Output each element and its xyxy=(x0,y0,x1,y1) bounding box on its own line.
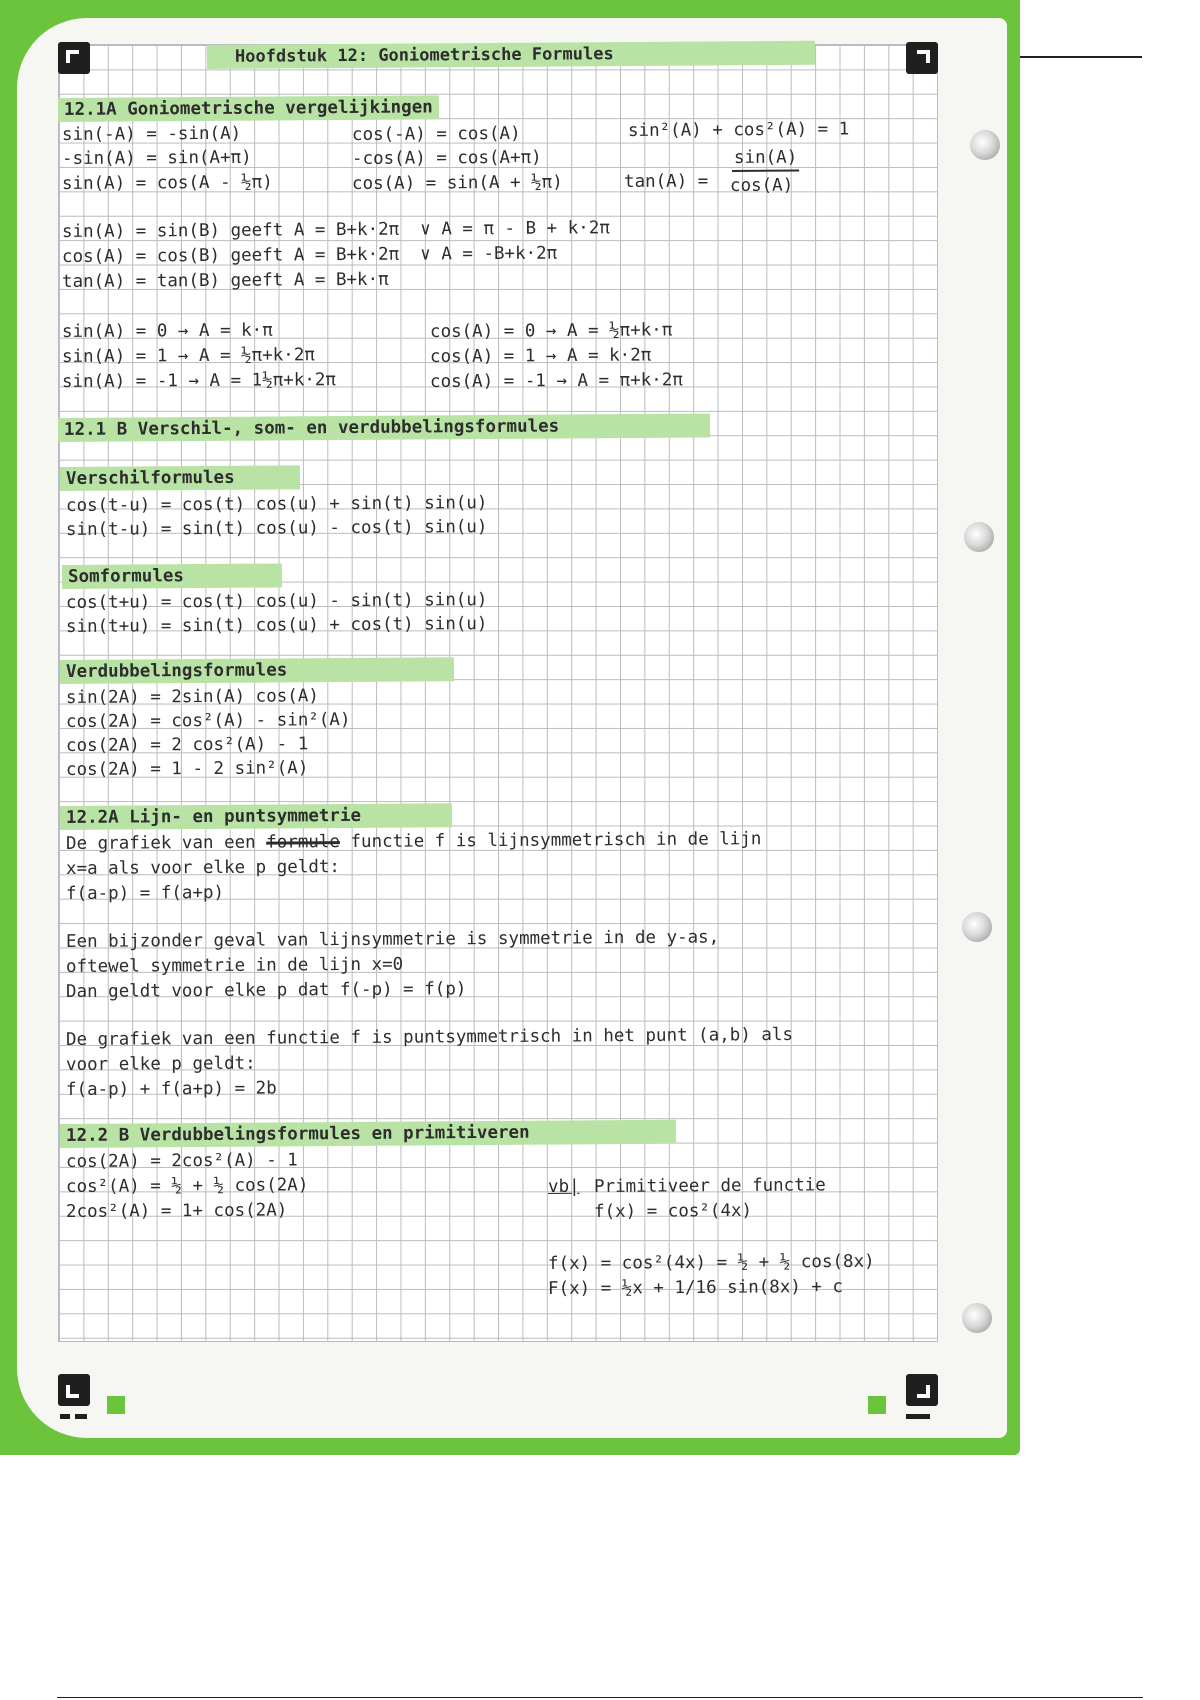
som-cos: cos(t+u) = cos(t) cos(u) - sin(t) sin(u) xyxy=(65,590,488,613)
special-sin-1: sin(A) = 1 → A = ½π+k·2π xyxy=(61,345,315,367)
identity-cos-shift: cos(A) = sin(A + ½π) xyxy=(351,172,563,194)
identity-sin-shift: sin(A) = cos(A - ½π) xyxy=(61,172,273,194)
subheading-verschilformules: Verschilformules xyxy=(60,465,300,491)
som-sin: sin(t+u) = sin(t) cos(u) + cos(t) sin(u) xyxy=(65,614,488,637)
verdubbeling-cos-b: cos(2A) = 2 cos²(A) - 1 xyxy=(65,734,309,756)
paragraph-y-as-line2: oftewel symmetrie in de lijn x=0 xyxy=(65,954,404,977)
paragraph-lijnsymmetrie-line3: f(a-p) = f(a+p) xyxy=(65,882,225,904)
page-title: Hoofdstuk 12: Goniometrische Formules xyxy=(207,41,815,69)
special-sin-0: sin(A) = 0 → A = k·π xyxy=(61,320,273,342)
tan-denominator: cos(A) xyxy=(729,175,794,196)
dash-mark xyxy=(906,1414,930,1419)
corner-mark-top-right-icon xyxy=(906,42,938,74)
bottom-rule xyxy=(57,1697,1143,1698)
section-heading-12-1b: 12.1 B Verschil-, som- en verdubbelingsformules xyxy=(58,413,710,442)
primitief-formule-3: 2cos²(A) = 1+ cos(2A) xyxy=(65,1200,288,1222)
primitief-formule-2: cos²(A) = ½ + ½ cos(2A) xyxy=(65,1175,309,1197)
punch-hole-icon xyxy=(964,522,994,552)
identity-cos-neg: cos(-A) = cos(A) xyxy=(351,123,521,145)
top-rule xyxy=(1018,56,1142,58)
equation-sin: sin(A) = sin(B) geeft A = B+k·2π ∨ A = π - B + k·2π xyxy=(61,218,610,242)
dash-mark xyxy=(60,1414,70,1419)
dash-mark xyxy=(75,1414,87,1419)
identity-neg-sin: -sin(A) = sin(A+π) xyxy=(61,147,252,169)
paragraph-y-as-line1: Een bijzonder geval van lijnsymmetrie is symmetrie in de y-as, xyxy=(65,927,720,952)
paragraph-punt-line2: voor elke p geldt: xyxy=(65,1053,256,1075)
paragraph-punt-line1: De grafiek van een functie f is puntsymmetrisch in het punt (a,b) als xyxy=(65,1024,794,1050)
punch-hole-icon xyxy=(962,1303,992,1333)
punch-hole-icon xyxy=(970,130,1000,160)
section-heading-12-2b: 12.2 B Verdubbelingsformules en primitiveren xyxy=(60,1120,676,1148)
paragraph-lijnsymmetrie-line2: x=a als voor elke p geldt: xyxy=(65,857,341,879)
subheading-somformules: Somformules xyxy=(62,563,282,589)
example-function: f(x) = cos²(4x) xyxy=(593,1200,753,1222)
verschil-sin: sin(t-u) = sin(t) cos(u) - cos(t) sin(u) xyxy=(65,517,488,540)
example-primitive: F(x) = ½x + 1/16 sin(8x) + c xyxy=(547,1276,844,1299)
section-heading-12-1a: 12.1A Goniometrische vergelijkingen xyxy=(58,95,439,122)
corner-mark-top-left-icon xyxy=(58,42,90,74)
special-sin-neg1: sin(A) = -1 → A = 1½π+k·2π xyxy=(61,370,337,392)
identity-neg-cos: -cos(A) = cos(A+π) xyxy=(351,147,542,169)
corner-mark-bottom-left-icon xyxy=(58,1374,90,1406)
verschil-cos: cos(t-u) = cos(t) cos(u) + sin(t) sin(u) xyxy=(65,493,488,516)
green-square-marker xyxy=(868,1396,886,1414)
strikethrough-word: formule xyxy=(266,832,341,853)
corner-mark-bottom-right-icon xyxy=(906,1374,938,1406)
punch-hole-icon xyxy=(962,912,992,942)
primitief-formule-1: cos(2A) = 2cos²(A) - 1 xyxy=(65,1150,298,1172)
paragraph-lijnsymmetrie-line1: De grafiek van een formule functie f is lijnsymmetrisch in de lijn xyxy=(65,829,762,854)
example-instruction: Primitiveer de functie xyxy=(593,1175,826,1197)
paragraph-y-as-line3: Dan geldt voor elke p dat f(-p) = f(p) xyxy=(65,979,467,1002)
paragraph-punt-line3: f(a-p) + f(a+p) = 2b xyxy=(65,1078,277,1100)
subheading-verdubbelingsformules: Verdubbelingsformules xyxy=(60,657,454,684)
verdubbeling-cos-a: cos(2A) = cos²(A) - sin²(A) xyxy=(65,710,351,732)
equation-cos: cos(A) = cos(B) geeft A = B+k·2π ∨ A = -B+k·2π xyxy=(61,243,558,267)
identity-sin-neg: sin(-A) = -sin(A) xyxy=(61,123,242,145)
green-square-marker xyxy=(107,1396,125,1414)
special-cos-neg1: cos(A) = -1 → A = π+k·2π xyxy=(429,370,683,392)
example-rewrite: f(x) = cos²(4x) = ½ + ½ cos(8x) xyxy=(547,1251,875,1274)
pythagorean-identity: sin²(A) + cos²(A) = 1 xyxy=(627,119,850,141)
verdubbeling-sin: sin(2A) = 2sin(A) cos(A) xyxy=(65,686,319,708)
tan-label: tan(A) = xyxy=(623,171,709,192)
special-cos-0: cos(A) = 0 → A = ½π+k·π xyxy=(429,320,673,342)
example-label: vb| xyxy=(547,1176,580,1197)
verdubbeling-cos-c: cos(2A) = 1 - 2 sin²(A) xyxy=(65,758,309,780)
special-cos-1: cos(A) = 1 → A = k·2π xyxy=(429,345,652,367)
section-heading-12-2a: 12.2A Lijn- en puntsymmetrie xyxy=(60,803,452,830)
equation-tan: tan(A) = tan(B) geeft A = B+k·π xyxy=(61,269,389,292)
tan-numerator: sin(A) xyxy=(732,146,799,172)
